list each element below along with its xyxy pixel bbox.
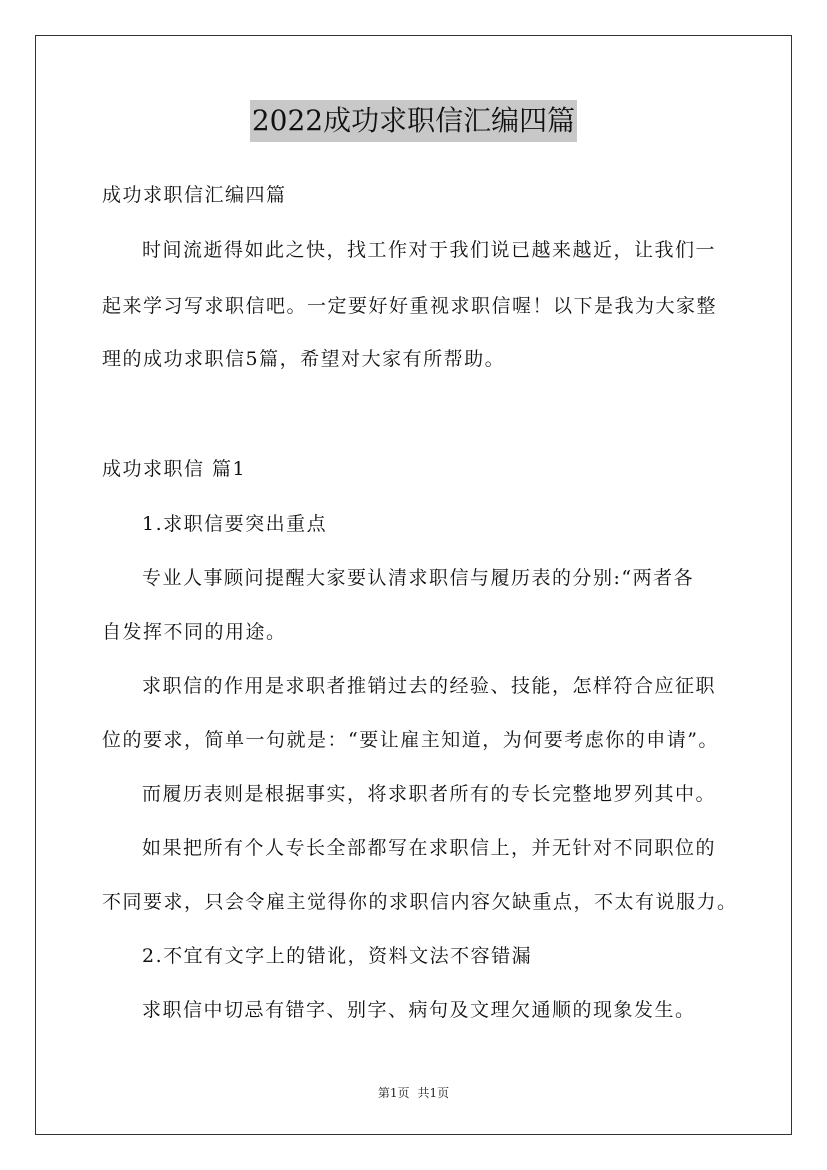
point-heading-1: 1.求职信要突出重点: [142, 513, 328, 535]
document-subtitle: 成功求职信汇编四篇: [102, 184, 287, 206]
paragraph-4-line-2: 不同要求，只会令雇主觉得你的求职信内容欠缺重点，不太有说服力。: [102, 891, 738, 913]
title-container: [0, 100, 827, 142]
document-title: 2022成功求职信汇编四篇: [250, 100, 577, 142]
intro-line-3: 理的成功求职信5篇，希望对大家有所帮助。: [102, 348, 506, 370]
page-footer: [0, 1084, 827, 1101]
intro-line-2: 起来学习写求职信吧。一定要好好重视求职信喔！以下是我为大家整: [102, 295, 718, 317]
paragraph-4-line-1: 如果把所有个人专长全部都写在求职信上，并无针对不同职位的: [142, 837, 717, 859]
paragraph-2-line-1: 求职信的作用是求职者推销过去的经验、技能，怎样符合应征职: [142, 675, 717, 697]
intro-line-1: 时间流逝得如此之快，找工作对于我们说已越来越近，让我们一: [142, 239, 717, 261]
paragraph-1-line-1: 专业人事顾问提醒大家要认清求职信与履历表的分别:“两者各: [142, 567, 695, 589]
paragraph-5-line-1: 求职信中切忌有错字、别字、病句及文理欠通顺的现象发生。: [142, 999, 696, 1021]
point-heading-2: 2.不宜有文字上的错讹，资料文法不容错漏: [142, 945, 533, 967]
page-total: 共1页: [417, 1086, 450, 1100]
paragraph-1-line-2: 自发挥不同的用途。: [102, 621, 287, 643]
paragraph-2-line-2: 位的要求，简单一句就是：“要让雇主知道，为何要考虑你的申请”。: [102, 729, 719, 751]
page-number: 第1页: [377, 1086, 410, 1100]
section-heading: 成功求职信 篇1: [102, 458, 247, 480]
paragraph-3-line-1: 而履历表则是根据事实，将求职者所有的专长完整地罗列其中。: [142, 783, 717, 805]
